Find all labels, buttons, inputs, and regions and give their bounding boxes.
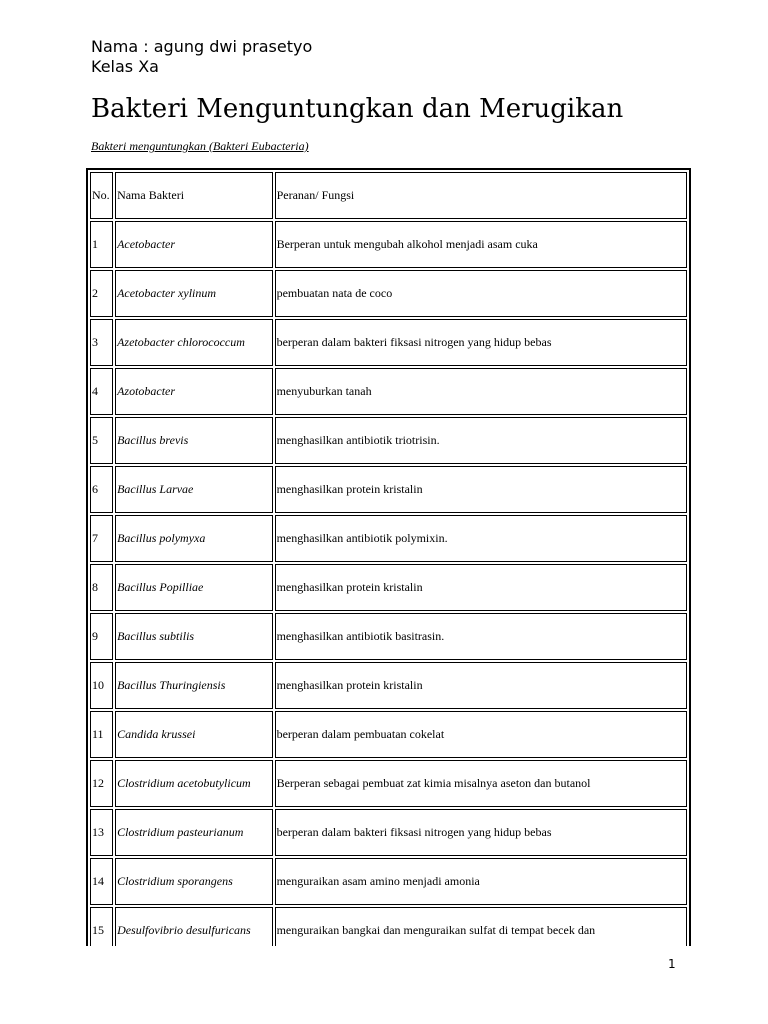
bacteria-name: Azetobacter chlorococcum (115, 319, 273, 366)
row-number: 15 (90, 907, 113, 946)
bacteria-role: menghasilkan protein kristalin (275, 662, 687, 709)
table-row (90, 662, 687, 709)
row-number: 3 (90, 319, 113, 366)
bacteria-role: pembuatan nata de coco (275, 270, 687, 317)
bacteria-name: Clostridium acetobutylicum (115, 760, 273, 807)
table-row (90, 417, 687, 464)
table-row (90, 858, 687, 905)
table-row (90, 760, 687, 807)
row-number: 4 (90, 368, 113, 415)
table-row (90, 319, 687, 366)
bacteria-role: menghasilkan antibiotik basitrasin. (275, 613, 687, 660)
row-number: 1 (90, 221, 113, 268)
page-number: 1 (668, 957, 676, 971)
bacteria-table-container (86, 168, 691, 946)
table-row (90, 907, 687, 946)
document-header (91, 37, 312, 77)
bacteria-name: Azotobacter (115, 368, 273, 415)
row-number: 5 (90, 417, 113, 464)
table-row (90, 466, 687, 513)
bacteria-name: Acetobacter xylinum (115, 270, 273, 317)
row-number: 10 (90, 662, 113, 709)
bacteria-name: Bacillus Thuringiensis (115, 662, 273, 709)
bacteria-name: Bacillus subtilis (115, 613, 273, 660)
table-row (90, 613, 687, 660)
bacteria-name: Acetobacter (115, 221, 273, 268)
row-number: 8 (90, 564, 113, 611)
table-row (90, 270, 687, 317)
bacteria-role: menyuburkan tanah (275, 368, 687, 415)
row-number: 11 (90, 711, 113, 758)
row-number: 7 (90, 515, 113, 562)
bacteria-role: berperan dalam pembuatan cokelat (275, 711, 687, 758)
bacteria-role: berperan dalam bakteri fiksasi nitrogen yang hidup bebas (275, 809, 687, 856)
table-row (90, 564, 687, 611)
bacteria-name: Clostridium pasteurianum (115, 809, 273, 856)
student-class: Kelas Xa (91, 57, 159, 76)
bacteria-name: Candida krussei (115, 711, 273, 758)
bacteria-role: menguraikan asam amino menjadi amonia (275, 858, 687, 905)
table-header-row (90, 172, 687, 219)
section-subtitle: Bakteri menguntungkan (Bakteri Eubacteria) (91, 139, 309, 153)
student-name: Nama : agung dwi prasetyo (91, 37, 313, 56)
table-row (90, 368, 687, 415)
bacteria-name: Bacillus Larvae (115, 466, 273, 513)
bacteria-table (86, 168, 691, 946)
table-row (90, 515, 687, 562)
row-number: 2 (90, 270, 113, 317)
bacteria-name: Bacillus Popilliae (115, 564, 273, 611)
bacteria-role: menghasilkan protein kristalin (275, 466, 687, 513)
bacteria-role: menghasilkan protein kristalin (275, 564, 687, 611)
row-number: 13 (90, 809, 113, 856)
header-no: No. (90, 172, 113, 219)
bacteria-name: Bacillus polymyxa (115, 515, 273, 562)
bacteria-role: menghasilkan antibiotik triotrisin. (275, 417, 687, 464)
row-number: 9 (90, 613, 113, 660)
header-bacteria-name: Nama Bakteri (115, 172, 273, 219)
bacteria-name: Bacillus brevis (115, 417, 273, 464)
bacteria-role: Berperan sebagai pembuat zat kimia misalnya aseton dan butanol (275, 760, 687, 807)
bacteria-name: Desulfovibrio desulfuricans (115, 907, 273, 946)
row-number: 12 (90, 760, 113, 807)
page-title: Bakteri Menguntungkan dan Merugikan (91, 94, 624, 124)
bacteria-role: menghasilkan antibiotik polymixin. (275, 515, 687, 562)
header-role: Peranan/ Fungsi (275, 172, 687, 219)
row-number: 6 (90, 466, 113, 513)
bacteria-role: berperan dalam bakteri fiksasi nitrogen yang hidup bebas (275, 319, 687, 366)
bacteria-name: Clostridium sporangens (115, 858, 273, 905)
bacteria-role: Berperan untuk mengubah alkohol menjadi asam cuka (275, 221, 687, 268)
table-row (90, 809, 687, 856)
bacteria-role: menguraikan bangkai dan menguraikan sulfat di tempat becek dan (275, 907, 687, 946)
table-row (90, 221, 687, 268)
row-number: 14 (90, 858, 113, 905)
table-row (90, 711, 687, 758)
